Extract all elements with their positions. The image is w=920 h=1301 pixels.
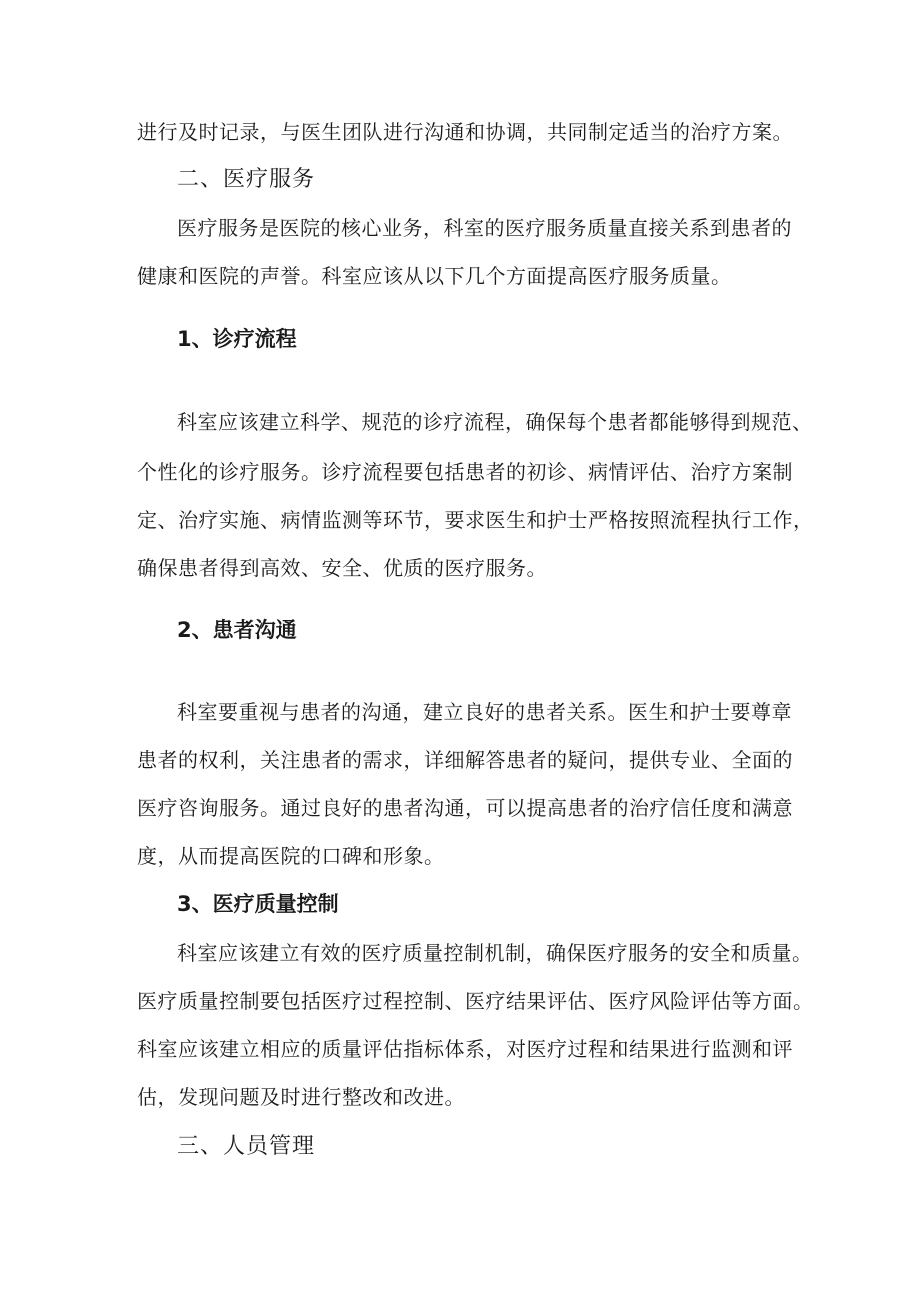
paragraph-line: 确保患者得到高效、安全、优质的医疗服务。 xyxy=(137,556,547,580)
paragraph-line: 进行及时记录，与医生团队进行沟通和协调，共同制定适当的治疗方案。 xyxy=(137,120,793,144)
paragraph-line: 估，发现问题及时进行整改和改进。 xyxy=(137,1085,465,1109)
paragraph-line: 科室应该建立科学、规范的诊疗流程，确保每个患者都能够得到规范、 xyxy=(177,410,813,434)
paragraph-line: 医疗服务是医院的核心业务，科室的医疗服务质量直接关系到患者的 xyxy=(177,216,792,240)
paragraph-line: 度，从而提高医院的口碑和形象。 xyxy=(137,844,445,868)
subsection-heading-patient-communication: 2、患者沟通 xyxy=(177,618,297,642)
paragraph-line: 健康和医院的声誉。科室应该从以下几个方面提高医疗服务质量。 xyxy=(137,264,732,288)
paragraph-line: 个性化的诊疗服务。诊疗流程要包括患者的初诊、病情评估、治疗方案制 xyxy=(137,460,793,484)
paragraph-line: 定、治疗实施、病情监测等环节，要求医生和护士严格按照流程执行工作， xyxy=(137,508,814,532)
paragraph-line: 医疗质量控制要包括医疗过程控制、医疗结果评估、医疗风险评估等方面。 xyxy=(137,989,814,1013)
paragraph-line: 医疗咨询服务。通过良好的患者沟通，可以提高患者的治疗信任度和满意 xyxy=(137,796,793,820)
subsection-heading-quality-control: 3、医疗质量控制 xyxy=(177,892,339,916)
section-heading-medical-service: 二、医疗服务 xyxy=(177,167,316,192)
paragraph-line: 科室应该建立相应的质量评估指标体系，对医疗过程和结果进行监测和评 xyxy=(137,1037,793,1061)
section-heading-personnel-management: 三、人员管理 xyxy=(177,1134,316,1159)
paragraph-line: 科室要重视与患者的沟通，建立良好的患者关系。医生和护士要尊章 xyxy=(177,700,792,724)
paragraph-line: 科室应该建立有效的医疗质量控制机制，确保医疗服务的安全和质量。 xyxy=(177,941,813,965)
subsection-heading-diagnosis-process: 1、诊疗流程 xyxy=(177,327,297,351)
paragraph-line: 患者的权利，关注患者的需求，详细解答患者的疑问，提供专业、全面的 xyxy=(137,748,793,772)
